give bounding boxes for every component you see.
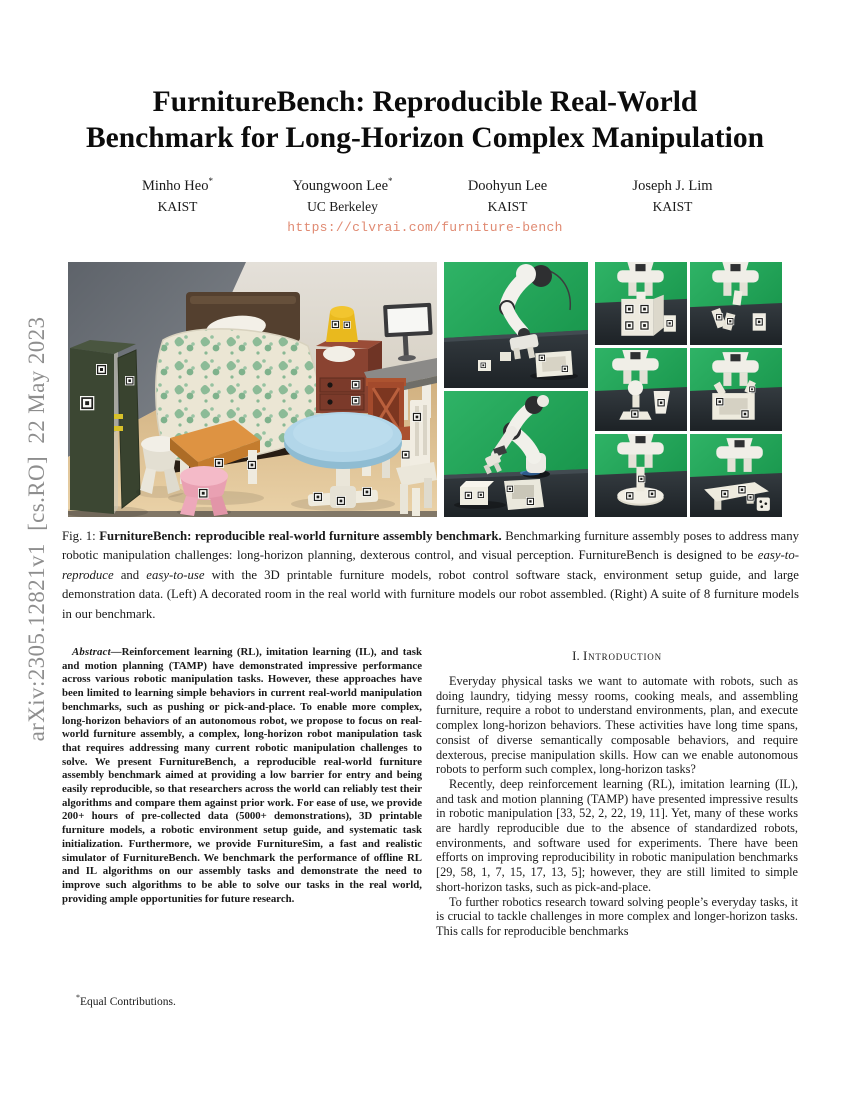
author-3 bbox=[425, 176, 590, 215]
title-line-1: FurnitureBench: Reproducible Real-World bbox=[152, 86, 698, 118]
closeup-lamp-photo bbox=[595, 348, 687, 431]
author-affiliation: KAIST bbox=[157, 198, 198, 214]
closeup-desk-photo bbox=[690, 434, 782, 517]
author-affiliation: UC Berkeley bbox=[307, 198, 378, 214]
author-name: Minho Heo* bbox=[142, 176, 213, 194]
author-affiliation: KAIST bbox=[487, 198, 528, 214]
abstract-text: Abstract—Reinforcement learning (RL), imitation learning (IL), and task and motion planning (TAMP) have demonstrated impressive performance across various robotic manipulation tasks. However, these approaches have been limited to learning simple behaviors in current real-world manipulation benchmarks, such as pushing or pick-and-place. To enable more complex, long-horizon behaviors of an autonomous robot, we propose to focus on real-world furniture assembly, a complex, long-horizon robot manipulation task that requires addressing many current robotic manipulation challenges to solve. We present FurnitureBench, a reproducible real-world furniture assembly benchmark aimed at providing a low barrier for entry and being easily reproducible, so that researchers across the world can reliably test their algorithms and compare them against prior work. For ease of use, we provide 200+ hours of pre-collected data (5000+ demonstrations), 3D printable furniture models, a robotic environment setup guide, and systematic task initialization. Furthermore, we provide FurnitureSim, a fast and realistic simulator of FurnitureBench. We benchmark the performance of offline RL and IL algorithms on our assembly tasks and demonstrate the need to improve such algorithms to be able to solve our tasks in the real world, providing ample opportunities for future research. bbox=[62, 646, 422, 905]
intro-paragraph-1: Everyday physical tasks we want to automate with robots, such as doing laundry, tidying messy rooms, cooking meals, and assembling furniture, require a robot to understand environments, plan, and execute complex long-horizon behaviors. These activities have long time spans, consist of diverse semantically composable behaviors, and require dexterous, precise manipulation skills. How can we enable autonomous robots to perform such complex, long-horizon tasks? bbox=[436, 674, 798, 777]
figure-1 bbox=[68, 262, 782, 517]
page-title bbox=[0, 84, 850, 156]
author-name: Doohyun Lee bbox=[467, 177, 548, 194]
abstract-column bbox=[62, 646, 422, 990]
introduction-column bbox=[436, 646, 798, 939]
equal-contribution-footnote: *Equal Contributions. bbox=[62, 993, 422, 1008]
robot-arm-photo-bottom bbox=[444, 391, 588, 517]
author-affiliation: KAIST bbox=[652, 198, 693, 214]
figure-caption: Fig. 1: FurnitureBench: reproducible real-world furniture assembly benchmark. Benchmarking furniture assembly poses to address many robotic manipulation challenges: long-horizon planning, dexterous control, and visual perception. FurnitureBench is designed to be easy-to-reproduce and easy-to-use with the 3D printable furniture models, robot control software stack, environment setup guide, and large demonstration data. (Left) A decorated room in the real world with furniture models our robot assembled. (Right) A suite of 8 furniture models in our benchmark. bbox=[62, 529, 800, 621]
arxiv-watermark: arXiv:2305.12821v1 [cs.RO] 22 May 2023 bbox=[24, 316, 49, 742]
figure-label: Fig. 1: bbox=[62, 529, 96, 543]
robot-photo-column bbox=[444, 262, 588, 517]
robot-arm-photo-top bbox=[444, 262, 588, 388]
closeup-round-table-frame-photo bbox=[690, 348, 782, 431]
author-4 bbox=[590, 176, 755, 215]
section-heading-introduction: I. Introduction bbox=[572, 648, 662, 663]
author-name: Youngwoon Lee* bbox=[292, 176, 393, 194]
author-1 bbox=[95, 176, 260, 215]
closeup-cabinet-photo bbox=[595, 262, 687, 345]
equal-contrib-mark: * bbox=[388, 176, 393, 186]
equal-contrib-mark: * bbox=[208, 176, 213, 186]
closeup-round-table-base-photo bbox=[595, 434, 687, 517]
author-block bbox=[95, 176, 755, 215]
room-photo bbox=[68, 262, 437, 517]
project-url-link[interactable]: https://clvrai.com/furniture-bench bbox=[287, 220, 563, 235]
author-2 bbox=[260, 176, 425, 215]
title-line-2: Benchmark for Long-Horizon Complex Manipulation bbox=[86, 122, 764, 154]
intro-paragraph-3: To further robotics research toward solving people’s everyday tasks, it is crucial to tackle challenges in more complex and longer-horizon tasks. This calls for reproducible benchmarks bbox=[436, 894, 798, 938]
closeup-square-table-photo bbox=[690, 262, 782, 345]
furniture-closeup-grid bbox=[595, 262, 782, 517]
intro-paragraph-2: Recently, deep reinforcement learning (RL), imitation learning (IL), and task and motion planning (TAMP) have presented impressive results in robotic manipulation [33, 52, 2, 22, 19, 11]. Yet, many of these works are hardly reproducible due to the absence of standardized robots, environments, and software used for experiments. There have been efforts on improving reproducibility in robotic manipulation benchmarks [29, 58, 1, 7, 15, 17, 13, 5]; however, they are still limited to simple short-horizon tasks, such as pick-and-place. bbox=[436, 776, 798, 894]
author-name: Joseph J. Lim bbox=[632, 177, 713, 194]
